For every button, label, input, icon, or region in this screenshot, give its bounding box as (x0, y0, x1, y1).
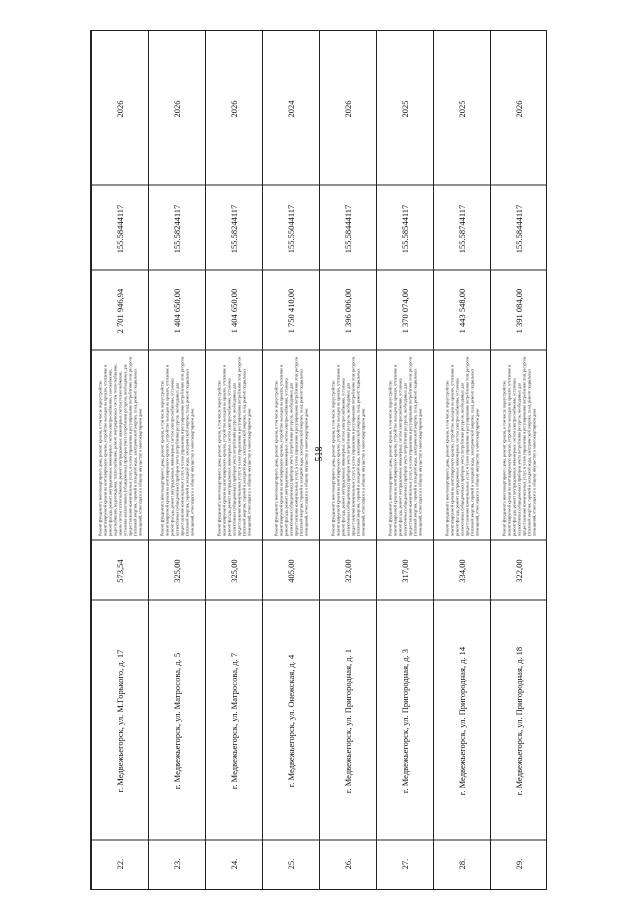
row-code: 155.58444117 (343, 204, 353, 253)
row-code: 155.58244117 (172, 204, 182, 253)
row-area: 334,00 (457, 559, 467, 583)
row-cost: 1 391 084,00 (513, 288, 524, 334)
row-address: г. Медвежьегорск, ул. Матросова, д. 5 (172, 652, 182, 790)
table-row (490, 30, 547, 890)
row-cost: 1 443 548,00 (457, 288, 467, 334)
row-description: Ремонт фундамента многоквартирного дома, ремонт кровли, в том числе переустройство невентилируемой кровли на вентилируемую кровлю, устройство выходов на кровлю, утепление и ремонт фасада, ремонт внутридомовых инженерных систем электроснабжения, установка коллективных (общедомовых) приборов учета потребления ресурсов, необходимых для предоставления коммунальных услуг, и узлов управления и регулирования потребления этих ресурсов (тепловой энергии, горячей и холодной воды, электрической энергии, газа), ремонт подвальных помещений, относящихся к общему имуществу в многоквартирном доме (273, 356, 309, 536)
page-number: 518 (314, 446, 325, 462)
row-code: 155.58544117 (400, 204, 410, 253)
row-code: 155.58244117 (229, 204, 239, 253)
table-row (319, 30, 376, 890)
row-address: г. Медвежьегорск, ул. Пригородная, д. 14 (457, 646, 467, 796)
table-row (90, 30, 148, 890)
row-area: 325,00 (172, 559, 182, 583)
row-year: 2026 (343, 100, 353, 117)
row-description: Ремонт фундамента многоквартирного дома, ремонт кровли, в том числе переустройство невентилируемой кровли на вентилируемую кровлю, устройство выходов на кровлю, утепление и ремонт фасада, ремонт внутридомовых инженерных систем электроснабжения, установка коллективных (общедомовых) приборов учета потребления ресурсов, необходимых для предоставления коммунальных услуг, и узлов управления и регулирования потребления этих ресурсов (тепловой энергии, горячей и холодной воды, электрической энергии, газа), ремонт подвальных помещений, относящихся к общему имуществу в многоквартирном доме (501, 356, 536, 536)
row-code: 155.58744117 (457, 204, 467, 253)
row-area: 322,00 (513, 559, 524, 583)
row-number: 23. (172, 858, 182, 870)
row-address: г. Медвежьегорск, ул. Пригородная, д. 1 (343, 648, 353, 794)
row-year: 2025 (400, 100, 410, 117)
row-area: 325,00 (229, 559, 239, 583)
table-row (433, 30, 490, 890)
table-row (148, 30, 205, 890)
row-description: Ремонт фундамента многоквартирного дома, ремонт кровли, в том числе переустройство невентилируемой кровли на вентилируемую кровлю, устройство выходов на кровлю, утепление и ремонт фасада, ремонт внутридомовых инженерных систем электроснабжения, установка коллективных (общедомовых) приборов учета потребления ресурсов, необходимых для предоставления коммунальных услуг, и узлов управления и регулирования потребления этих ресурсов (тепловой энергии, горячей и холодной воды, электрической энергии, газа), ремонт подвальных помещений, относящихся к общему имуществу в многоквартирном доме (444, 356, 480, 536)
row-description: Ремонт фундамента многоквартирного дома, ремонт кровли, в том числе переустройство невентилируемой кровли на вентилируемую кровлю, устройство выходов на кровлю, утепление и ремонт фасада, ремонт внутридомовых инженерных систем электроснабжения, установка коллективных (общедомовых) приборов учета потребления ресурсов, необходимых для предоставления коммунальных услуг, и узлов управления и регулирования потребления этих ресурсов (тепловой энергии, горячей и холодной воды, электрической энергии, газа), ремонт подвальных помещений, относящихся к общему имуществу в многоквартирном доме (216, 356, 252, 536)
row-year: 2026 (229, 100, 239, 117)
row-code: 155.58444117 (513, 204, 524, 253)
row-address: г. Медвежьегорск, ул. Пригородная, д. 3 (400, 648, 410, 794)
row-year: 2026 (513, 100, 524, 117)
row-area: 573,54 (114, 559, 125, 583)
row-number: 25. (286, 858, 296, 870)
table-row (262, 30, 319, 890)
row-number: 28. (457, 858, 467, 870)
row-description: Ремонт фундамента многоквартирного дома, ремонт кровли, в том числе переустройство невентилируемой кровли на вентилируемую кровлю, устройство выходов на кровлю, утепление и ремонт фасада, ремонт внутридомовых инженерных систем электроснабжения, установка коллективных (общедомовых) приборов учета потребления ресурсов, необходимых для предоставления коммунальных услуг, и узлов управления и регулирования потребления этих ресурсов (тепловой энергии, горячей и холодной воды, электрической энергии, газа), ремонт подвальных помещений, относящихся к общему имуществу в многоквартирном доме (159, 356, 195, 536)
row-address: г. Медвежьегорск, ул. Пригородная, д. 18 (513, 646, 524, 796)
row-description: Ремонт фундамента многоквартирного дома, ремонт кровли, в том числе переустройство невентилируемой кровли на вентилируемую кровлю, устройство выходов на кровлю, утепление и ремонт фасада, ремонт внутридомовых инженерных систем электроснабжения, установка коллективных (общедомовых) приборов учета потребления ресурсов, необходимых для предоставления коммунальных услуг, и узлов управления и регулирования потребления этих ресурсов (тепловой энергии, горячей и холодной воды, электрической энергии, газа), ремонт подвальных помещений, относящихся к общему имуществу в многоквартирном доме (387, 356, 423, 536)
row-cost: 1 404 650,00 (172, 288, 182, 334)
row-area: 323,00 (343, 559, 353, 583)
row-cost: 1 370 074,00 (400, 288, 410, 334)
row-description: Ремонт фундамента многоквартирного дома, ремонт кровли, в том числе переустройство невентилируемой кровли на вентилируемую кровлю, устройство выходов на кровлю, утепление и ремонт фасада, ремонт внутридомовых инженерных систем электроснабжения, установка коллективных (общедомовых) приборов учета потребления ресурсов, необходимых для предоставления коммунальных услуг, и узлов управления и регулирования потребления этих ресурсов (тепловой энергии, горячей и холодной воды, электрической энергии, газа), ремонт подвальных помещений, относящихся к общему имуществу в многоквартирном доме (330, 356, 366, 536)
row-cost: 2 701 946,94 (114, 288, 125, 334)
row-cost: 1 396 006,00 (343, 288, 353, 334)
table-row (376, 30, 433, 890)
row-year: 2025 (457, 100, 467, 117)
row-year: 2026 (172, 100, 182, 117)
row-number: 24. (229, 858, 239, 870)
row-area: 405,00 (286, 559, 296, 583)
row-number: 29. (513, 858, 524, 870)
row-address: г. Медвежьегорск, ул. Онежская, д. 4 (286, 654, 296, 788)
row-number: 27. (400, 858, 410, 870)
row-address: г. Медвежьегорск, ул. М.Горького, д. 17 (114, 649, 125, 793)
row-description: Ремонт фундамента многоквартирного дома, ремонт кровли, в том числе переустройство невентилируемой кровли на вентилируемую кровлю, устройство выходов на кровлю, утепление и ремонт фасада, ремонт внутридомовых инженерных систем электроснабжения, газоснабжения, водоснабжения, водоотведения, теплоснабжения, ремонт внутридомовых систем теплоснабжения, замена систем теплоснабжения, ремонт внутридомовых инженерных систем теплоснабжения, установка коллективных (общедомовых) приборов учета потребления ресурсов, необходимых для предоставления коммунальных услуг, и узлов управления и регулирования потребления этих ресурсов (тепловой энергии, горячей и холодной воды, электрической энергии, газа), ремонт подвальных помещений, относящихся к общему имуществу в многоквартирном доме (97, 356, 142, 536)
row-year: 2026 (114, 100, 125, 117)
row-code: 155.58444117 (114, 204, 125, 253)
row-year: 2024 (286, 100, 296, 117)
row-area: 317,00 (400, 559, 410, 583)
row-cost: 1 750 410,00 (286, 288, 296, 334)
row-cost: 1 404 650,00 (229, 288, 239, 334)
table-row (205, 30, 262, 890)
row-code: 155.55044117 (286, 204, 296, 253)
row-number: 22. (114, 858, 125, 870)
row-number: 26. (343, 858, 353, 870)
row-address: г. Медвежьегорск, ул. Матросова, д. 7 (229, 652, 239, 790)
